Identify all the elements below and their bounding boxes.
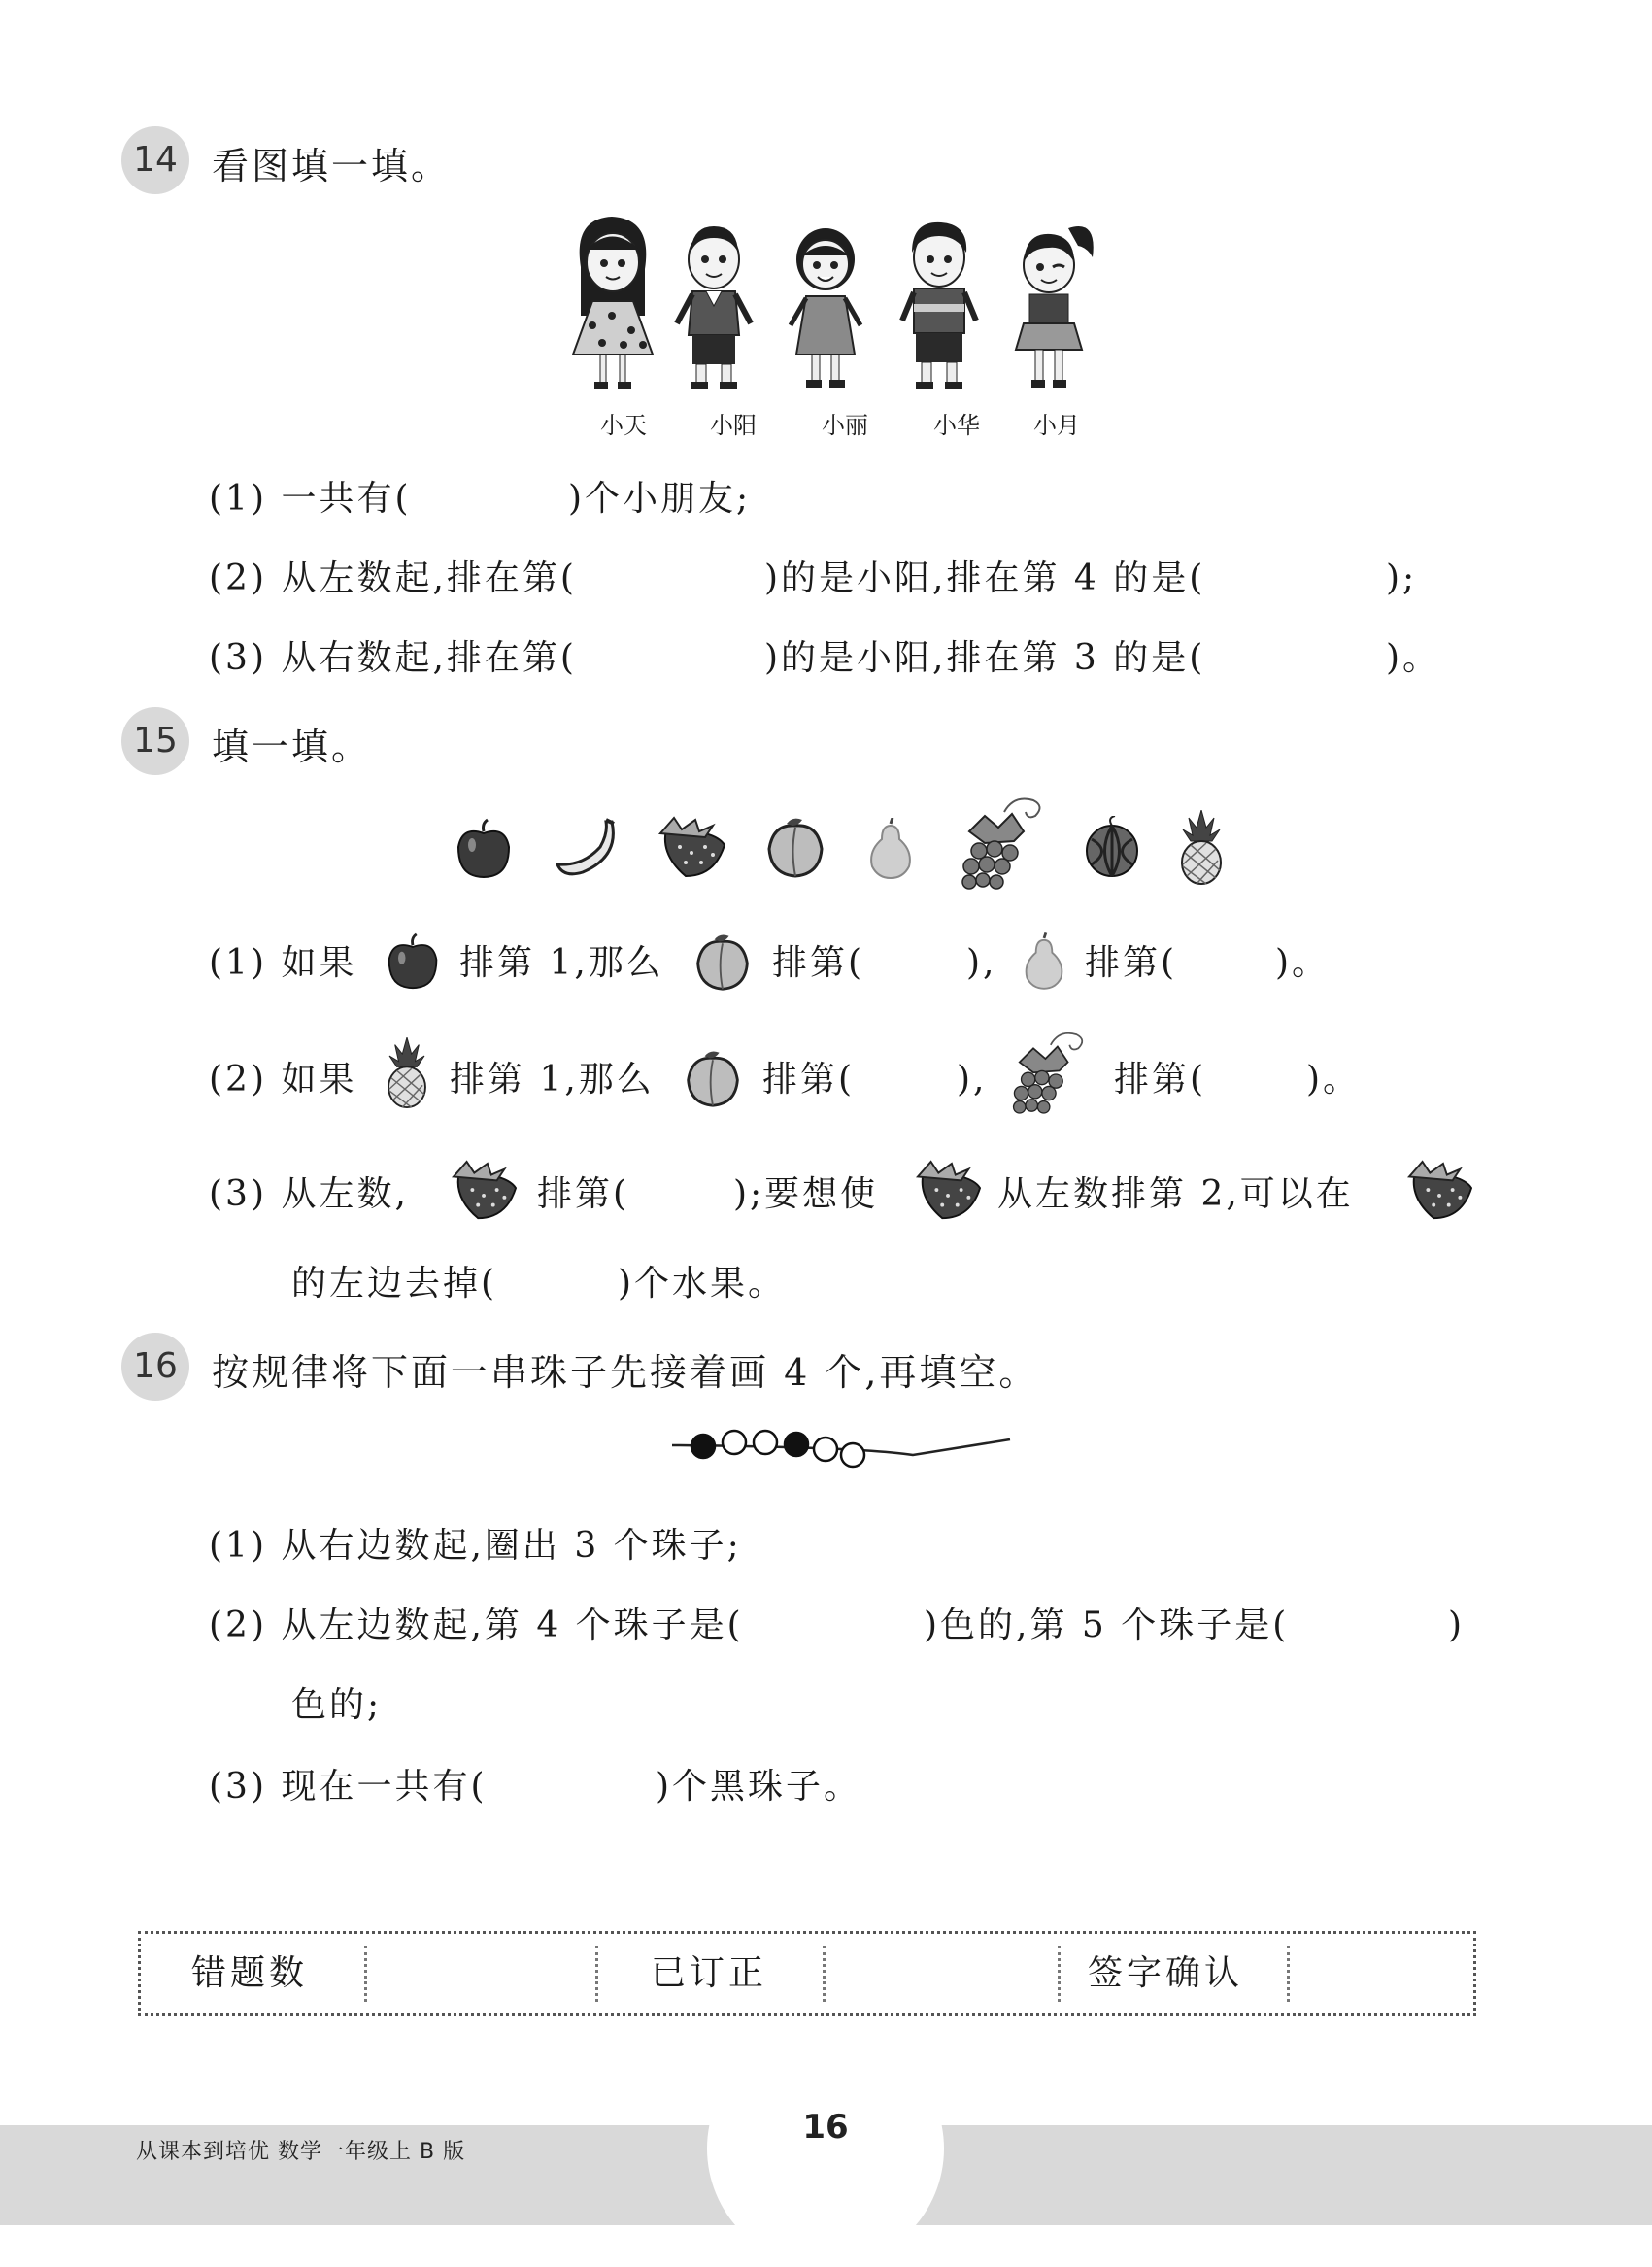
q15-part3-continued [291,1259,1457,1309]
pear-icon [1020,932,1068,991]
q15-part2-text-a: (2) 如果 [209,1060,357,1100]
q16-part1 [209,1521,1471,1572]
strawberry-icon [657,816,728,882]
question-number-15: 15 [121,707,189,775]
kid-name-xiaoyue: 小月 [1033,412,1080,439]
q15-part2 [209,1055,1471,1105]
page-number: 16 [802,2108,849,2147]
q15-part2-text-d: ), [957,1060,988,1100]
q16-part2 [209,1601,1481,1651]
q15-part3-text-a: (3) 从左数, [209,1174,409,1214]
black-bead [691,1435,715,1458]
table-divider [364,1946,367,2002]
strawberry-icon [914,1160,984,1224]
pineapple-icon [1177,810,1226,886]
kid-name-xiaotian: 小天 [600,412,647,439]
white-bead [754,1431,777,1454]
kid-name-xiaoyang: 小阳 [710,412,757,439]
watermelon-icon [1084,816,1140,878]
table-divider [1058,1946,1061,2002]
q15-part1-text-b: 排第 1,那么 [459,943,664,983]
q16-part3 [209,1762,1471,1812]
q16-part2-text-b: )色的,第 5 个珠子是( [924,1606,1290,1645]
kid-xiaohua-figure [902,222,976,389]
strawberry-icon [1405,1160,1475,1224]
q15-part2-text-e: 排第( [1114,1060,1207,1100]
q15-part1-text-c: 排第( [772,943,865,983]
white-bead [814,1438,837,1461]
peach-icon [763,816,827,880]
question-title-16: 按规律将下面一串珠子先接着画 4 个,再填空。 [212,1351,1039,1394]
q15-part4-text-b: )个水果。 [618,1264,787,1303]
q15-part3 [209,1169,1491,1220]
q14-part1 [209,474,1471,524]
q15-part2-text-f: )。 [1306,1060,1362,1100]
question-number-16: 16 [121,1333,189,1401]
q14-part2-text-a: (2) 从左数起,排在第( [209,558,577,598]
kid-xiaotian-figure [573,217,653,389]
q15-part1-text-d: ), [966,943,997,983]
kid-xiaoyue-figure [1016,226,1094,388]
pineapple-icon [384,1037,430,1109]
q16-part1-text-a: (1) 从右边数起,圈出 3 个珠子; [209,1526,742,1566]
q15-part3-text-c: );要想使 [733,1174,879,1214]
q15-part2-text-c: 排第( [762,1060,856,1100]
pear-icon [864,818,917,880]
grapes-icon [956,793,1049,897]
q15-part1-text-a: (1) 如果 [209,943,357,983]
q14-part2-text-c: ); [1386,558,1418,598]
peach-icon [692,932,753,993]
apple-icon [453,818,515,880]
q14-part1-text-a: (1) 一共有( [209,479,412,519]
q16-part2-continued [291,1680,680,1731]
bead-string [670,1418,1020,1482]
question-number-14: 14 [121,126,189,194]
grapes-icon [1007,1028,1091,1121]
q16-part4-text-b: )个黑珠子。 [656,1767,862,1807]
q15-part1-text-f: )。 [1275,943,1331,983]
question-title-15: 填一填。 [212,726,372,768]
q16-part2-text-a: (2) 从左边数起,第 4 个珠子是( [209,1606,744,1645]
white-bead [841,1443,864,1467]
white-bead [723,1431,746,1454]
strawberry-icon [450,1160,520,1224]
q14-part3-text-a: (3) 从右数起,排在第( [209,638,577,678]
q15-part3-text-d: 从左数排第 2,可以在 [997,1174,1354,1214]
q14-part2 [209,554,1471,604]
table-divider [1287,1946,1290,2002]
table-divider [595,1946,598,2002]
question-title-14: 看图填一填。 [212,145,452,187]
q15-part2-text-b: 排第 1,那么 [450,1060,655,1100]
kid-xiaoyang-figure [677,226,751,389]
q14-part3-text-b: )的是小阳,排在第 3 的是( [764,638,1206,678]
black-bead [785,1433,808,1456]
q15-part4-text-a: 的左边去掉( [291,1264,498,1303]
signature-label: 签字确认 [1088,1953,1244,1993]
children-illustration [563,209,1127,398]
q14-part3 [209,633,1471,684]
kid-name-xiaohua: 小华 [933,412,980,439]
q16-part2-text-c: ) [1448,1606,1466,1645]
q16-part4-text-a: (3) 现在一共有( [209,1767,488,1807]
peach-icon [683,1049,743,1109]
correction-check-table [138,1931,1476,2016]
wrong-count-label: 错题数 [191,1953,309,1993]
apple-icon [384,932,442,991]
q15-part3-text-b: 排第( [537,1174,630,1214]
book-title: 从课本到培优 数学一年级上 B 版 [136,2140,466,2164]
banana-icon [554,818,622,878]
q16-part3-text-a: 色的; [291,1685,383,1725]
q14-part3-text-c: )。 [1386,638,1441,678]
footer-page-tab [707,2030,944,2267]
corrected-label: 已订正 [651,1953,768,1993]
q14-part1-text-b: )个小朋友; [568,479,752,519]
table-divider [823,1946,826,2002]
kid-xiaoli-figure [791,228,860,388]
kid-name-xiaoli: 小丽 [822,412,868,439]
q14-part2-text-b: )的是小阳,排在第 4 的是( [764,558,1206,598]
q15-part1-text-e: 排第( [1085,943,1178,983]
q15-part1 [209,938,1471,989]
